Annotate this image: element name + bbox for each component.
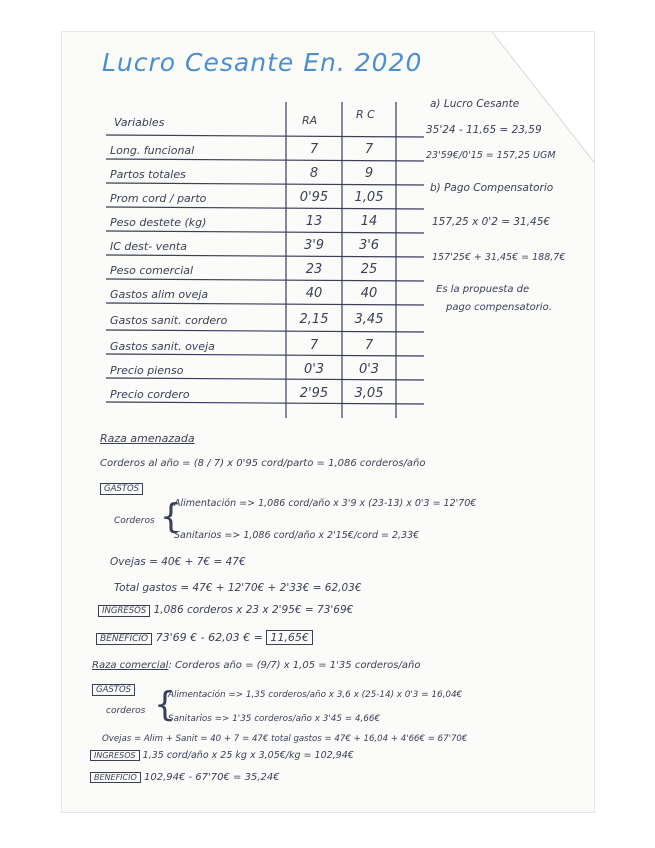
table-cell-rc: 0'3 (358, 362, 380, 377)
table-cell-rc: 9 (364, 166, 374, 181)
note-line2: pago compensatorio. (446, 302, 552, 313)
rc-gastos-label: GASTOS (92, 684, 135, 696)
rc-brace: { (154, 685, 176, 725)
table-cell-ra: 23 (305, 262, 323, 277)
rc-sanitarios: Sanitarios => 1'35 corderos/año x 3'45 = 4,66€ (168, 714, 381, 724)
table-cell-ra: 40 (305, 286, 323, 301)
header-variables: Variables (114, 116, 165, 129)
table-cell-ra: 3'9 (303, 238, 325, 253)
notebook-page (62, 32, 594, 812)
table-cell-rc: 7 (364, 338, 374, 353)
rc-alimentacion: Alimentación => 1,35 corderos/año x 3,6 x (25-14) x 0'3 = 16,04€ (168, 690, 463, 700)
section-a-line2: 23'59€/0'15 = 157,25 UGM (426, 150, 556, 161)
ra-beneficio-row (96, 630, 313, 645)
table-cell-ra: 0'95 (299, 190, 329, 205)
table-cell-rc: 3,05 (354, 386, 384, 401)
rc-ingresos-label: INGRESOS (90, 750, 140, 761)
rc-heading-row (92, 660, 420, 671)
rc-ovejas-total: Ovejas = Alim + Sanit = 40 + 7 = 47€ total gastos = 47€ + 16,04 + 4'66€ = 67'70€ (102, 734, 468, 744)
table-row-label: Prom cord / parto (110, 192, 207, 205)
table-cell-ra: 2'95 (299, 386, 329, 401)
table-row-label: Peso comercial (110, 264, 194, 277)
rc-corderos: : Corderos año = (9/7) x 1,05 = 1'35 corderos/año (168, 660, 421, 671)
ra-total-gastos: Total gastos = 47€ + 12'70€ + 2'33€ = 62,03€ (114, 582, 362, 594)
section-b-title: b) Pago Compensatorio (430, 182, 554, 194)
ra-beneficio-value: 11,65€ (266, 630, 313, 645)
ra-alimentacion: Alimentación => 1,086 cord/año x 3'9 x (23-13) x 0'3 = 12'70€ (174, 498, 477, 509)
rc-heading: Raza comercial (92, 660, 169, 671)
table-cell-ra: 7 (309, 142, 319, 157)
table-cell-rc: 7 (364, 142, 374, 157)
rc-beneficio: 102,94€ - 67'70€ = 35,24€ (143, 772, 280, 783)
rc-beneficio-row (90, 772, 280, 783)
table-row-label: Precio pienso (110, 364, 184, 377)
table-row-label: IC dest- venta (110, 240, 187, 253)
section-a-line1: 35'24 - 11,65 = 23,59 (426, 124, 542, 136)
table-cell-ra: 7 (309, 338, 319, 353)
table-row-label: Peso destete (kg) (110, 216, 207, 229)
rc-ingresos-row (90, 750, 354, 761)
table-row-label: Gastos alim oveja (110, 288, 209, 301)
rc-corderos-label: corderos (106, 706, 146, 716)
ra-ingresos-label: INGRESOS (98, 605, 150, 617)
table-row-label: Long. funcional (110, 144, 195, 157)
ra-gastos-label: GASTOS (100, 483, 143, 495)
ra-corderos: Corderos al año = (8 / 7) x 0'95 cord/parto = 1,086 corderos/año (100, 458, 426, 469)
table-row-label: Partos totales (110, 168, 186, 181)
ra-corderos-label: Corderos (114, 516, 155, 526)
table-cell-rc: 40 (360, 286, 378, 301)
table-row-label: Gastos sanit. oveja (110, 340, 215, 353)
note-line1: Es la propuesta de (436, 284, 530, 295)
section-b-line1: 157,25 x 0'2 = 31,45€ (432, 216, 551, 228)
ra-beneficio-expr: 73'69 € - 62,03 € = (155, 631, 263, 644)
ra-brace: { (160, 497, 182, 537)
section-b-line2: 157'25€ + 31,45€ = 188,7€ (432, 252, 566, 263)
header-rc: R C (356, 108, 375, 121)
table-cell-rc: 14 (360, 214, 378, 229)
ra-gastos-badge (100, 483, 143, 495)
table-row-label: Precio cordero (110, 388, 190, 401)
rc-beneficio-label: BENEFICIO (90, 772, 141, 783)
table-cell-ra: 13 (305, 214, 323, 229)
ra-beneficio-label: BENEFICIO (96, 633, 152, 645)
ra-heading: Raza amenazada (100, 432, 195, 445)
table-cell-rc: 3,45 (354, 312, 384, 327)
table-cell-rc: 3'6 (358, 238, 380, 253)
rc-gastos-badge (92, 684, 135, 696)
table-cell-rc: 1,05 (354, 190, 384, 205)
ra-sanitarios: Sanitarios => 1,086 cord/año x 2'15€/cord = 2,33€ (174, 530, 420, 541)
variables-table (106, 102, 426, 418)
ra-ovejas: Ovejas = 40€ + 7€ = 47€ (110, 556, 246, 568)
table-row-label: Gastos sanit. cordero (110, 314, 228, 327)
ra-ingresos-row (98, 604, 353, 617)
ra-ingresos: 1,086 corderos x 23 x 2'95€ = 73'69€ (153, 604, 354, 616)
section-a-title: a) Lucro Cesante (430, 98, 520, 110)
table-cell-ra: 0'3 (303, 362, 325, 377)
header-ra: RA (302, 114, 318, 127)
page-title: Lucro Cesante En. 2020 (102, 48, 423, 77)
table-cell-rc: 25 (360, 262, 378, 277)
table-cell-ra: 2,15 (299, 312, 329, 327)
rc-ingresos: 1,35 cord/año x 25 kg x 3,05€/kg = 102,94€ (142, 750, 354, 761)
table-cell-ra: 8 (309, 166, 319, 181)
